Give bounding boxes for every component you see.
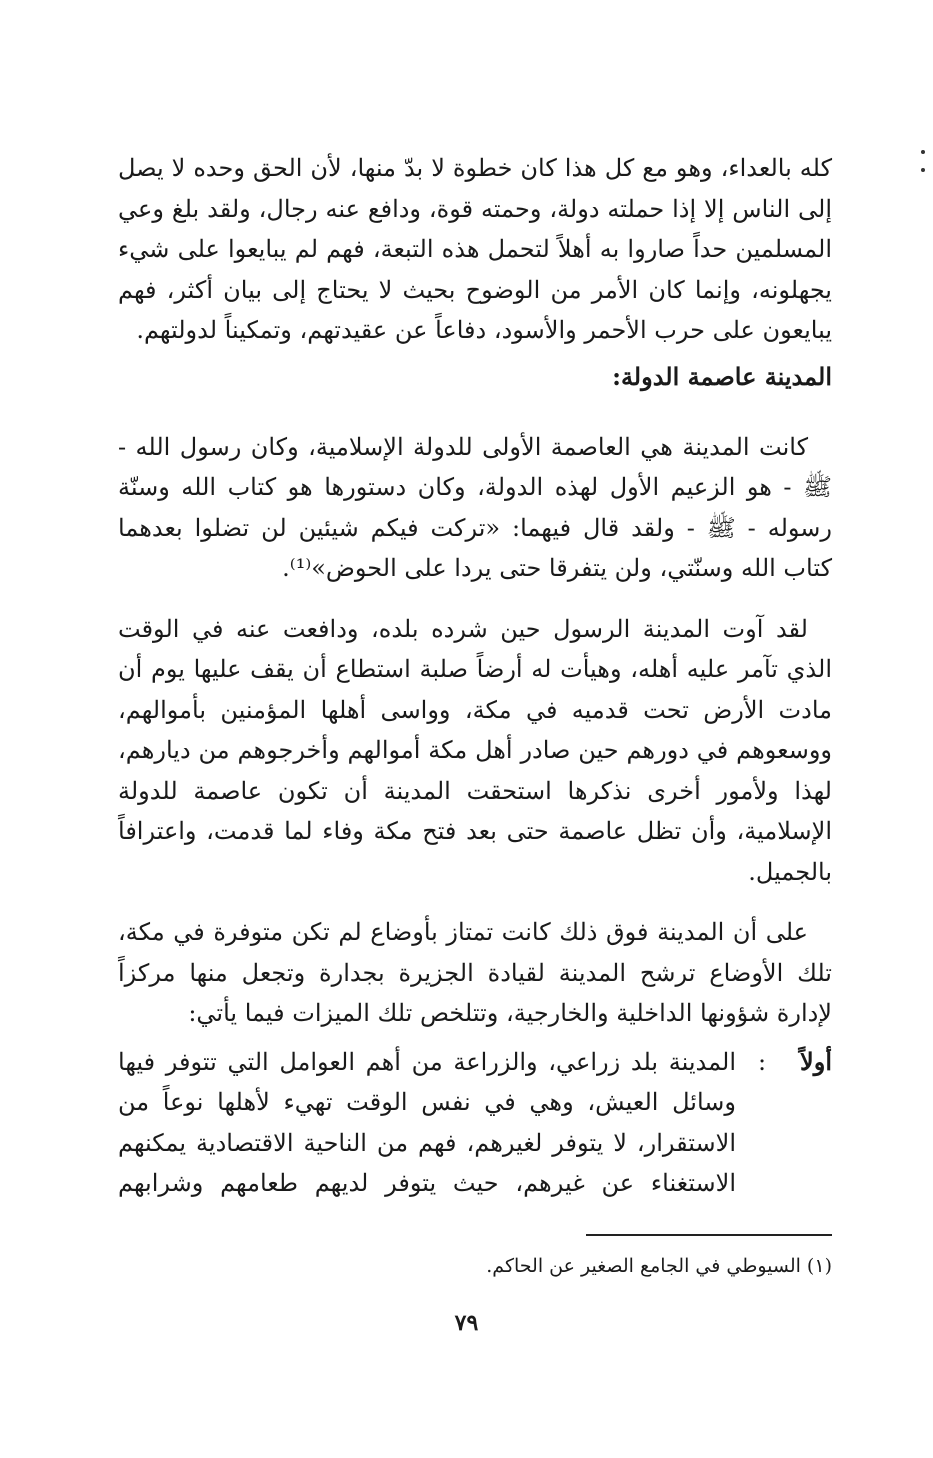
list-item-label: أولاً	[800, 1046, 832, 1076]
page-body	[118, 148, 832, 1204]
edge-mark	[921, 168, 925, 172]
edge-mark	[921, 150, 925, 154]
paragraph: لقد آوت المدينة الرسول حين شرده بلده، ودافعت عنه في الوقت الذي تآمر عليه أهله، وهيأت له أرضاً صلبة استطاع أن يقف عليها يوم أن مادت الأرض تحت قدميه في مكة، وواسى أهلها المؤمنين بأموالهم، ووسعوهم في دورهم حين صادر أهل مكة أموالهم وأخرجوهم من ديارهم، لهذا ولأمور أخرى نذكرها استحقت المدينة أن تكون عاصمة للدولة الإسلامية، وأن تظل عاصمة حتى بعد فتح مكة وفاء لما قدمت، واعترافاً بالجميل.	[118, 614, 832, 886]
paragraph-gap	[118, 1034, 832, 1042]
page-number: ٧٩	[454, 1310, 479, 1336]
footnote: (١) السيوطي في الجامع الصغير عن الحاكم.	[486, 1255, 832, 1277]
paragraph-gap	[118, 892, 832, 912]
list-item-text: المدينة بلد زراعي، والزراعة من أهم العوامل التي تتوفر فيها وسائل العيش، وهي في نفس الوقت تهيء لأهلها نوعاً من الاستقرار، لا يتوفر لغيرهم، فهم من الناحية الاقتصادية يمكنهم الاستغناء عن غيرهم، حيث يتوفر لديهم طعامهم وشرابهم	[118, 1047, 736, 1197]
paragraph: على أن المدينة فوق ذلك كانت تمتاز بأوضاع لم تكن متوفرة في مكة، تلك الأوضاع ترشح المدينة لقيادة الجزيرة بجدارة وتجعل منها مركزاً لإدارة شؤونها الداخلية والخارجية، وتتلخص تلك الميزات فيما يأتي:	[118, 918, 832, 1027]
paragraph: كانت المدينة هي العاصمة الأولى للدولة الإسلامية، وكان رسول الله - ﷺ - هو الزعيم الأول لهذه الدولة، وكان دستورها هو كتاب الله وسنّة رسوله - ﷺ - ولقد قال فيهما: «تركت فيكم شيئين لن تضلوا بعدهما كتاب الله وسنّتي، ولن يتفرقا حتى يردا على الحوض»⁽¹⁾.	[118, 432, 832, 582]
footnote-divider	[586, 1234, 832, 1236]
paragraph-continuation: كله بالعداء، وهو مع كل هذا كان خطوة لا بدّ منها، لأن الحق وحده لا يصل إلى الناس إلا إذا حملته دولة، وحمته قوة، ودافع عنه رجال، ولقد بلغ وعي المسلمين حداً صاروا به أهلاً لتحمل هذه التبعة، فهم لم يبايعوا على شيء يجهلونه، وإنما كان الأمر من الوضوح بحيث لا يحتاج إلى بيان أكثر، فهم يبايعون على حرب الأحمر والأسود، دفاعاً عن عقيدتهم، وتمكيناً لدولتهم.	[118, 154, 833, 344]
section-heading: المدينة عاصمة الدولة:	[612, 361, 832, 391]
list-item-separator: :	[757, 1047, 767, 1076]
paragraph-gap	[118, 589, 832, 609]
list-item	[118, 1042, 832, 1204]
